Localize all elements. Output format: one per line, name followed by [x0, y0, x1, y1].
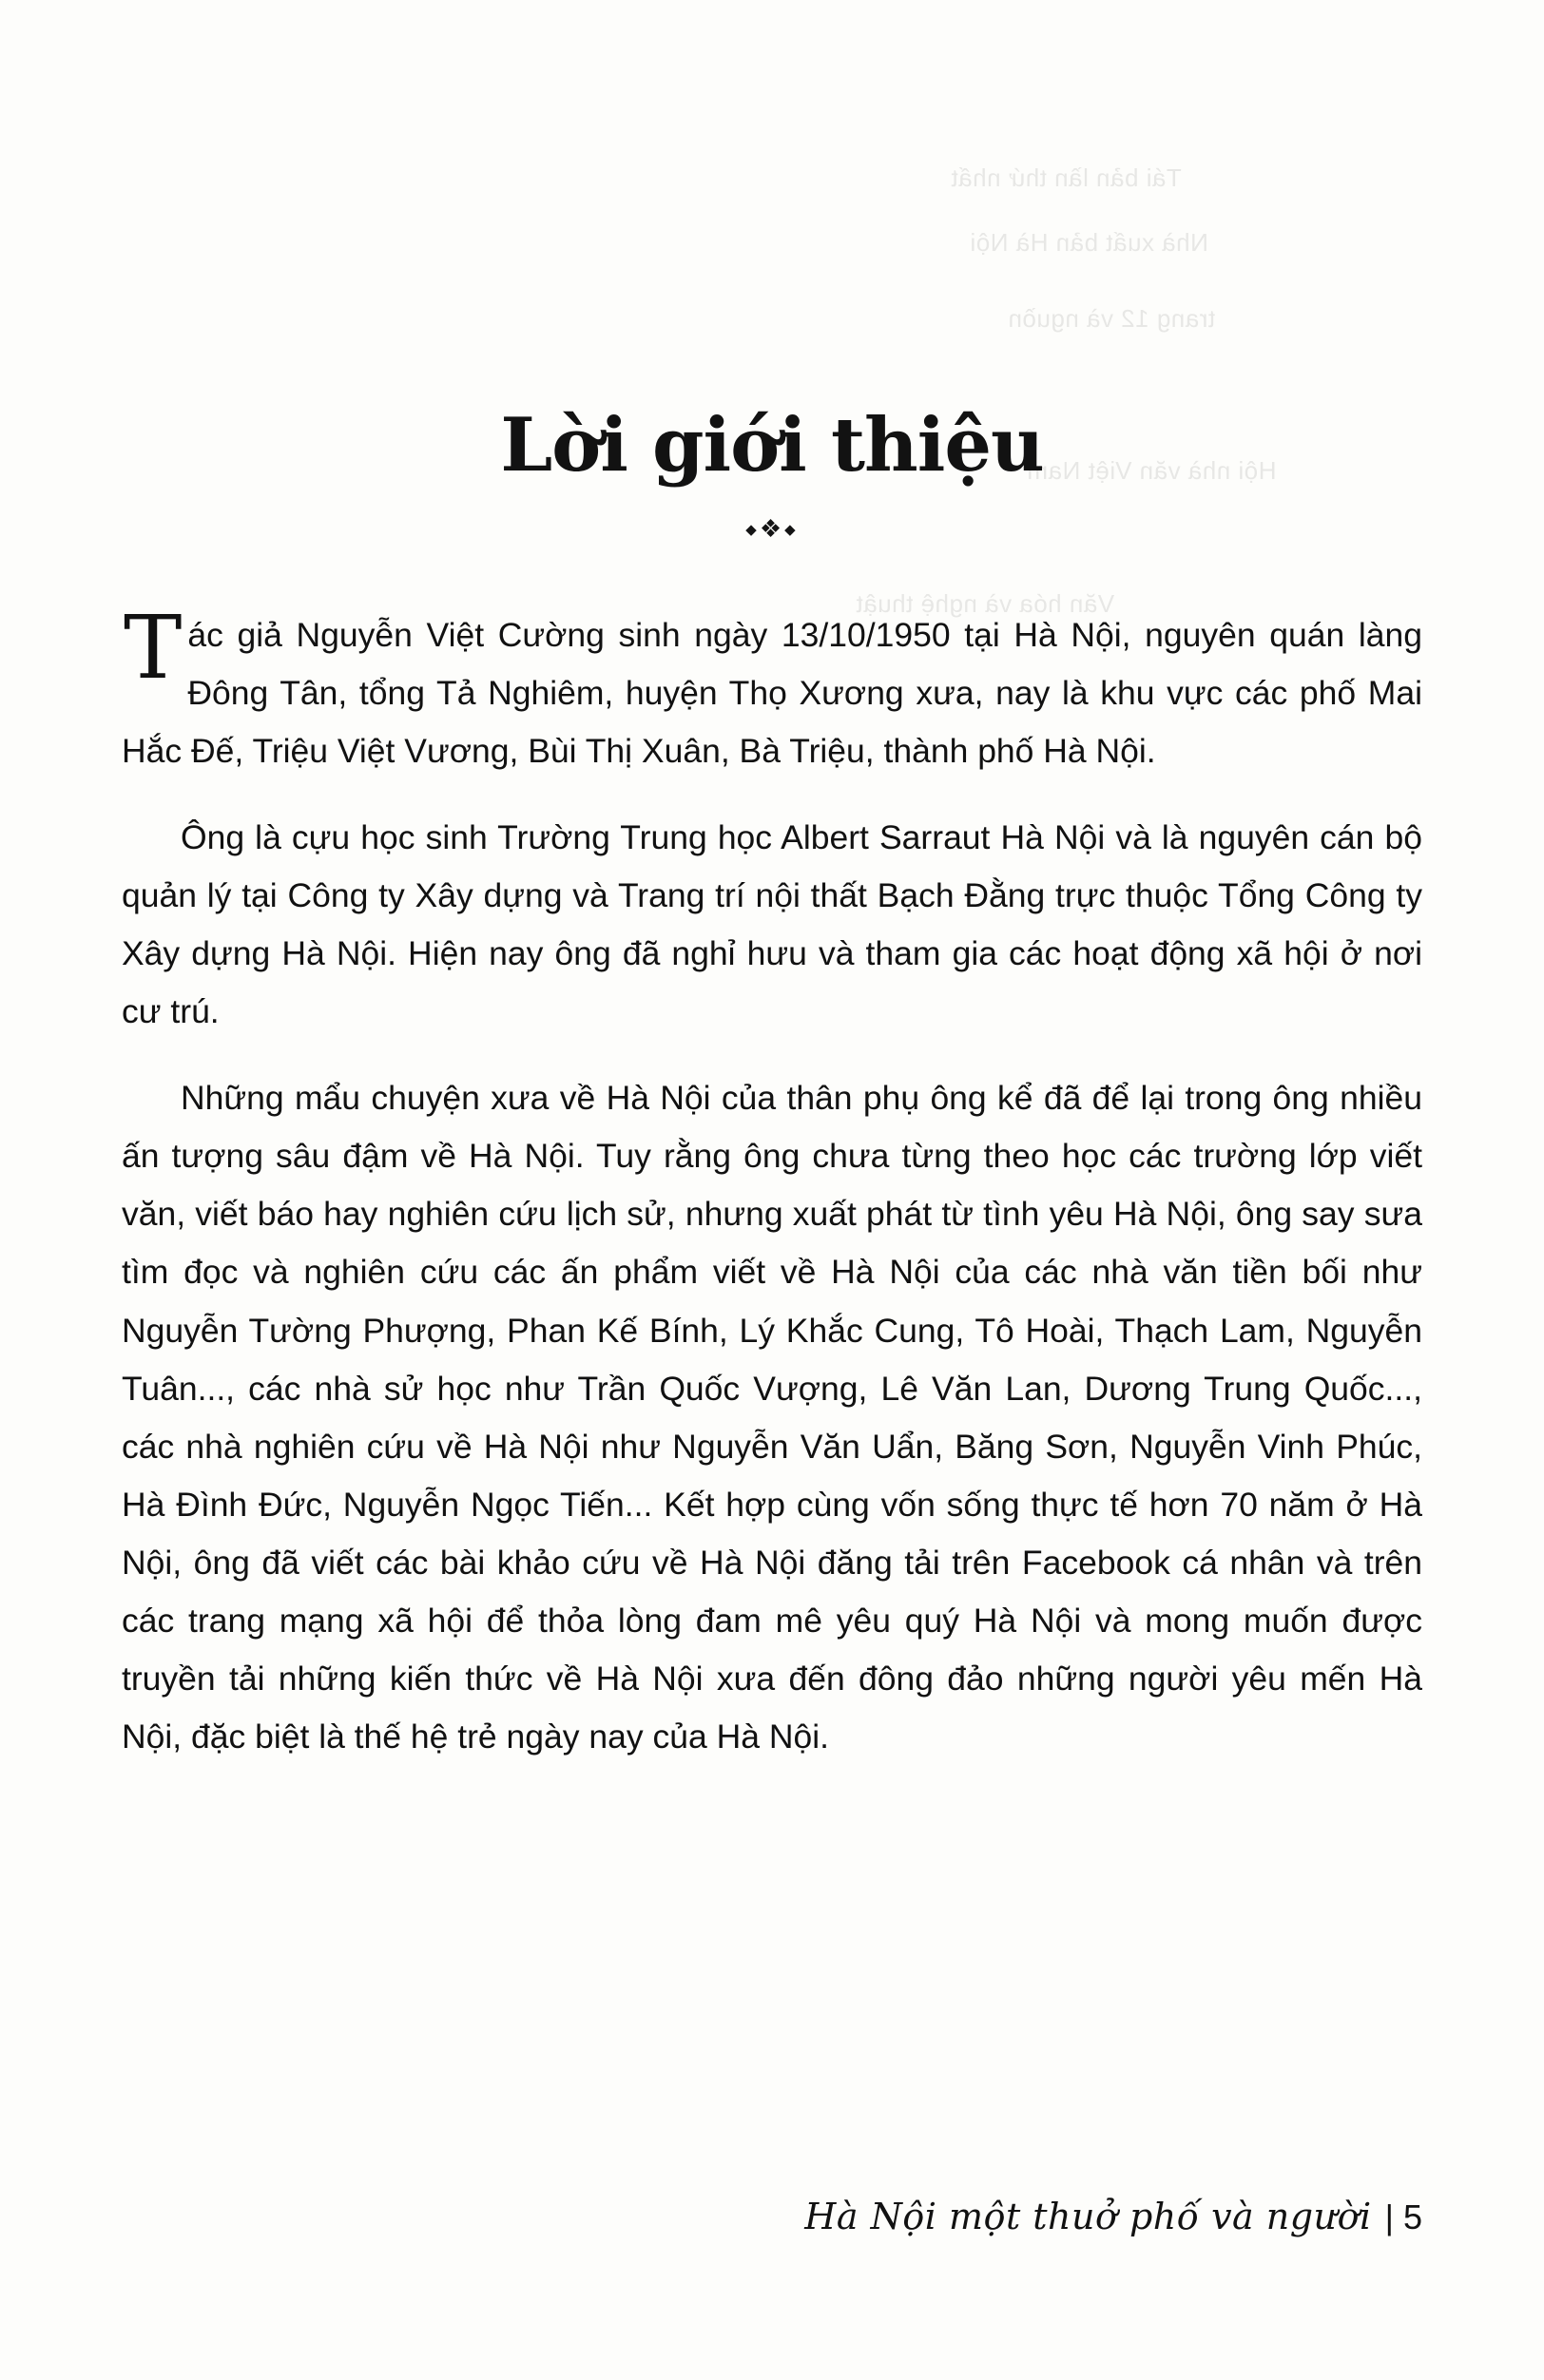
paragraph-3: Những mẩu chuyện xưa về Hà Nội của thân phụ ông kể đã để lại trong ông nhiều ấn tượng sâu đậm về Hà Nội. Tuy rằng ông chưa từng theo học các trường lớp viết văn, viết báo hay nghiên cứu lịch sử, nhưng xuất phát từ tình yêu Hà Nội, ông say sưa tìm đọc và nghiên cứu các ấn phẩm viết về Hà Nội của các nhà văn tiền bối như Nguyễn Tường Phượng, Phan Kế Bính, Lý Khắc Cung, Tô Hoài, Thạch Lam, Nguyễn Tuân..., các nhà sử học như Trần Quốc Vượng, Lê Văn Lan, Dương Trung Quốc..., các nhà nghiên cứu về Hà Nội như Nguyễn Văn Uẩn, Băng Sơn, Nguyễn Vinh Phúc, Hà Đình Đức, Nguyễn Ngọc Tiến... Kết hợp cùng vốn sống thực tế hơn 70 năm ở Hà Nội, ông đã viết các bài khảo cứu về Hà Nội đăng tải trên Facebook cá nhân và trên các trang mạng xã hội để thỏa lòng đam mê yêu quý Hà Nội và mong muốn được truyền tải những kiến thức về Hà Nội xưa đến đông đảo những người yêu mến Hà Nội, đặc biệt là thế hệ trẻ ngày nay của Hà Nội.: [122, 1079, 1422, 1756]
page-number: 5: [1402, 2198, 1422, 2236]
page-content: [122, 0, 1422, 2380]
ornament-divider: [122, 515, 1422, 544]
ornament-center-icon: ❖: [759, 515, 785, 543]
running-head: Hà Nội một thuở phố và người: [804, 2196, 1372, 2237]
ornament-left-icon: ◆: [745, 523, 760, 538]
paragraph-1-text: ác giả Nguyễn Việt Cường sinh ngày 13/10/1950 tại Hà Nội, nguyên quán làng Đông Tân, tổng Tả Nghiêm, huyện Thọ Xương xưa, nay là khu vực các phố Mai Hắc Đế, Triệu Việt Vương, Bùi Thị Xuân, Bà Triệu, thành phố Hà Nội.: [122, 616, 1422, 771]
showthrough-line-5: Văn hóa và nghệ thuật: [856, 589, 1115, 618]
drop-cap: T: [124, 597, 183, 699]
showthrough-line-1: Tái bản lần thứ nhất: [951, 163, 1182, 192]
page-footer: [122, 2196, 1422, 2237]
paragraph-2: Ông là cựu học sinh Trường Trung học Albert Sarraut Hà Nội và là nguyên cán bộ quản lý tại Công ty Xây dựng và Trang trí nội thất Bạch Đằng trực thuộc Tổng Công ty Xây dựng Hà Nội. Hiện nay ông đã nghỉ hưu và tham gia các hoạt động xã hội ở nơi cư trú.: [122, 818, 1422, 1031]
showthrough-line-2: Nhà xuất bản Hà Nội: [970, 228, 1208, 257]
ornament-right-icon: ◆: [784, 523, 799, 538]
showthrough-line-4: Hội nhà văn Việt Nam: [1027, 456, 1277, 485]
footer-separator: |: [1384, 2198, 1394, 2236]
showthrough-line-3: trang 12 và nguồn: [1008, 304, 1216, 333]
page-title: Lời giới thiệu: [500, 402, 1044, 489]
